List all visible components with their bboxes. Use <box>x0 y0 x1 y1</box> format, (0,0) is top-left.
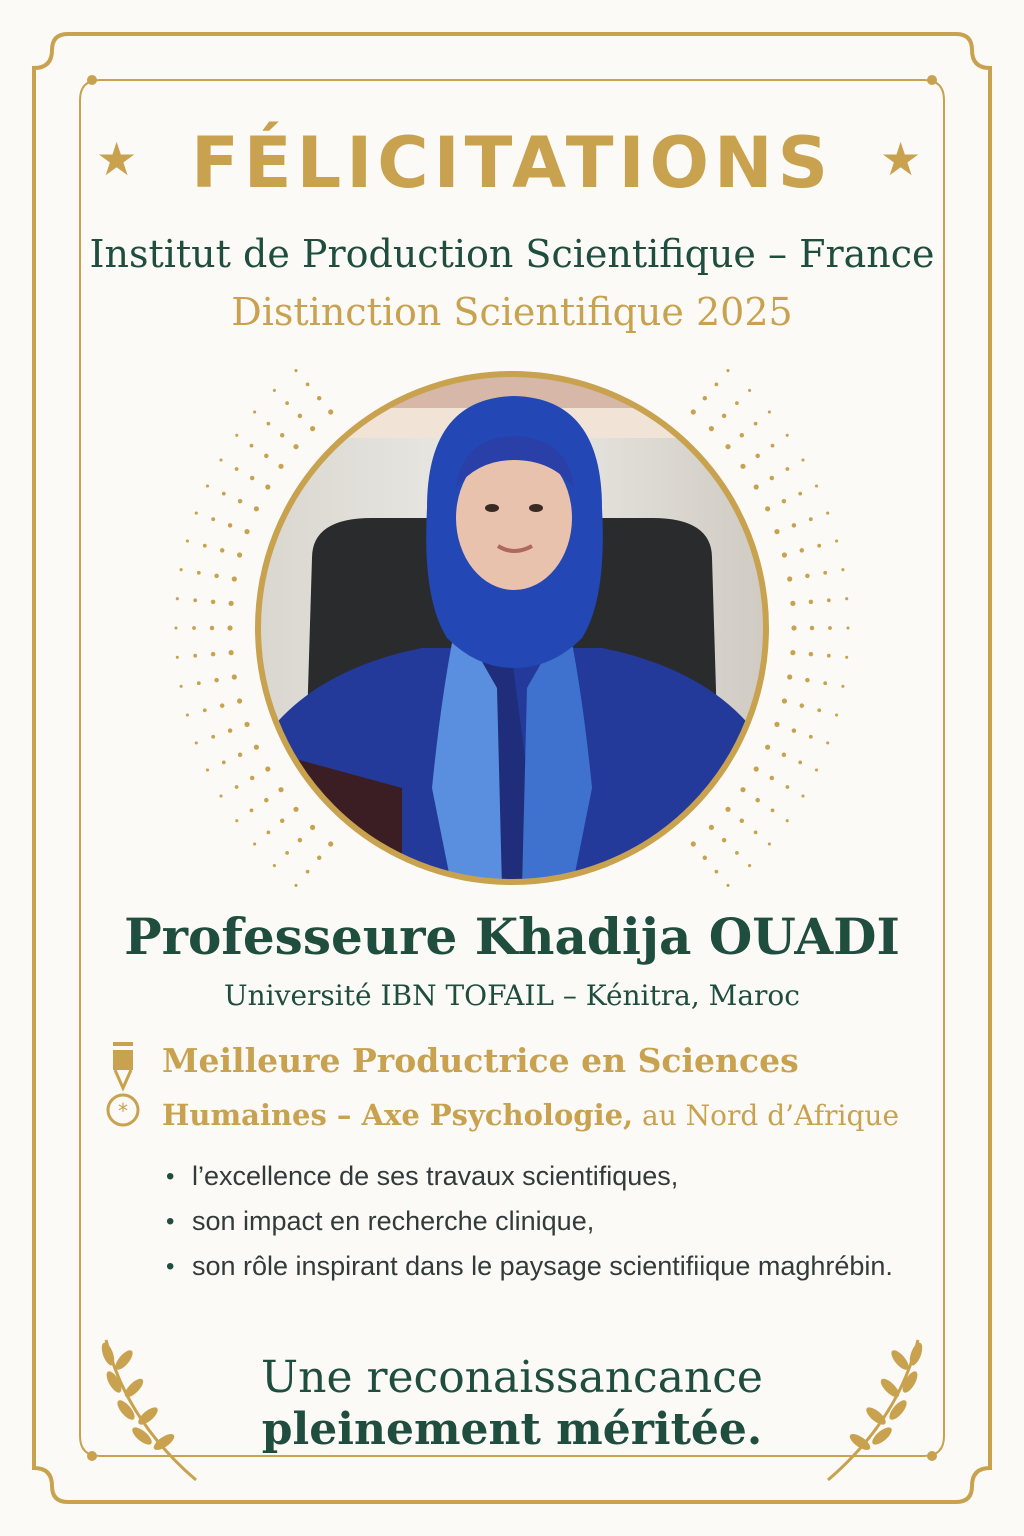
halo-dot <box>835 713 838 716</box>
halo-dot <box>791 625 796 630</box>
halo-dot <box>186 713 189 716</box>
halo-dot <box>790 650 795 655</box>
closing-line-1: Une reconaissancance <box>261 1352 763 1403</box>
honoree-name: Professeure Khadija OUADI <box>124 907 900 966</box>
halo-dot <box>827 654 831 658</box>
list-item: • son impact en recherche clinique, <box>160 1199 920 1244</box>
halo-dot <box>800 548 805 553</box>
halo-dot <box>244 529 249 534</box>
halo-dot <box>809 735 813 739</box>
halo-dot <box>815 484 818 487</box>
halo-dot <box>192 626 196 630</box>
closing-line-2: pleinement méritée. <box>261 1404 763 1455</box>
halo-dot <box>214 678 219 683</box>
halo-dot <box>774 722 779 727</box>
halo-dot <box>817 544 821 548</box>
halo-dot <box>195 741 198 744</box>
halo-dot <box>237 698 242 703</box>
list-item: • son rôle inspirant dans le paysage scientifiique maghrébin. <box>160 1244 920 1289</box>
halo-dot <box>774 529 779 534</box>
svg-text:*: * <box>118 1099 128 1123</box>
halo-dot <box>227 625 232 630</box>
halo-dot <box>786 467 790 471</box>
halo-dot <box>845 656 848 659</box>
award-region: au Nord d’Afrique <box>633 1099 900 1132</box>
halo-dot <box>229 601 234 606</box>
halo-dot <box>790 601 795 606</box>
halo-dot <box>238 499 243 504</box>
halo-dot <box>792 523 797 528</box>
halo-dot <box>203 544 207 548</box>
halo-dot <box>786 785 790 789</box>
halo-dot <box>810 626 815 631</box>
halo-dot <box>235 467 239 471</box>
halo-dot <box>805 574 810 579</box>
halo-dot <box>203 708 207 712</box>
halo-dot <box>823 681 827 685</box>
halo-dot <box>214 574 219 579</box>
halo-dot <box>220 548 225 553</box>
halo-dot <box>235 819 238 822</box>
list-item: • l’excellence de ses travaux scientifiques, <box>160 1154 920 1199</box>
halo-dot <box>244 722 249 727</box>
honoree-university: Université IBN TOFAIL – Kénitra, Maroc <box>224 979 800 1012</box>
portrait-photo <box>252 368 772 888</box>
halo-dot <box>815 768 818 771</box>
star-icon: ★ <box>96 132 138 186</box>
halo-dot <box>206 768 209 771</box>
halo-dot <box>206 484 209 487</box>
halo-dot <box>235 434 238 437</box>
halo-dot <box>809 652 814 657</box>
halo-dot <box>232 674 237 679</box>
halo-dot <box>805 678 810 683</box>
halo-dot <box>211 652 216 657</box>
halo-dot <box>232 576 237 581</box>
halo-dot <box>180 685 183 688</box>
laurel-left-icon <box>86 1330 206 1490</box>
halo-dot <box>846 626 849 629</box>
halo-dot <box>800 703 805 708</box>
halo-dot <box>827 598 831 602</box>
halo-dot <box>211 735 215 739</box>
halo-dot <box>176 656 179 659</box>
halo-dot <box>219 458 222 461</box>
halo-dot <box>841 685 844 688</box>
halo-dot <box>817 708 821 712</box>
halo-dot <box>798 492 802 496</box>
halo-dot <box>222 492 226 496</box>
medal-icon <box>103 1040 143 1136</box>
halo-dot <box>782 753 787 758</box>
halo-dot <box>197 681 201 685</box>
halo-dot <box>809 600 814 605</box>
halo-dot <box>845 597 848 600</box>
halo-dot <box>219 794 222 797</box>
halo-dot <box>228 523 233 528</box>
award-title: Meilleure Productrice en Sciences <box>162 1041 799 1080</box>
halo-dot <box>809 517 813 521</box>
halo-dot <box>792 728 797 733</box>
star-icon: ★ <box>880 132 922 186</box>
halo-dot <box>235 785 239 789</box>
halo-dot <box>220 703 225 708</box>
halo-dot <box>229 650 234 655</box>
halo-dot <box>786 434 789 437</box>
halo-dot <box>782 499 787 504</box>
halo-dot <box>826 512 829 515</box>
halo-dot <box>193 598 197 602</box>
title-text: FÉLICITATIONS <box>190 122 834 204</box>
halo-dot <box>782 698 787 703</box>
halo-dot <box>186 539 189 542</box>
laurel-right-icon <box>818 1330 938 1490</box>
halo-dot <box>222 761 226 765</box>
halo-dot <box>786 819 789 822</box>
halo-dot <box>787 674 792 679</box>
halo-dot <box>238 753 243 758</box>
halo-dot <box>180 568 183 571</box>
halo-dot <box>801 794 804 797</box>
halo-dot <box>211 600 216 605</box>
award-axis: Humaines – Axe Psychologie, <box>162 1098 634 1132</box>
halo-dot <box>228 728 233 733</box>
halo-dot <box>193 654 197 658</box>
halo-dot <box>195 512 198 515</box>
halo-dot <box>210 626 215 631</box>
halo-dot <box>782 552 787 557</box>
halo-dot <box>823 571 827 575</box>
distinction-title: Distinction Scientifique 2025 <box>231 290 793 334</box>
halo-dot <box>798 761 802 765</box>
halo-dot <box>826 741 829 744</box>
halo-dot <box>841 568 844 571</box>
halo-dot <box>828 626 832 630</box>
halo-dot <box>174 626 177 629</box>
halo-dot <box>211 517 215 521</box>
halo-dot <box>801 458 804 461</box>
halo-dot <box>835 539 838 542</box>
halo-dot <box>176 597 179 600</box>
reasons-list <box>160 1154 920 1289</box>
institute-name: Institut de Production Scientifique – France <box>89 232 935 276</box>
halo-dot <box>197 571 201 575</box>
award-subtitle <box>162 1090 899 1141</box>
halo-dot <box>237 552 242 557</box>
halo-dot <box>787 576 792 581</box>
